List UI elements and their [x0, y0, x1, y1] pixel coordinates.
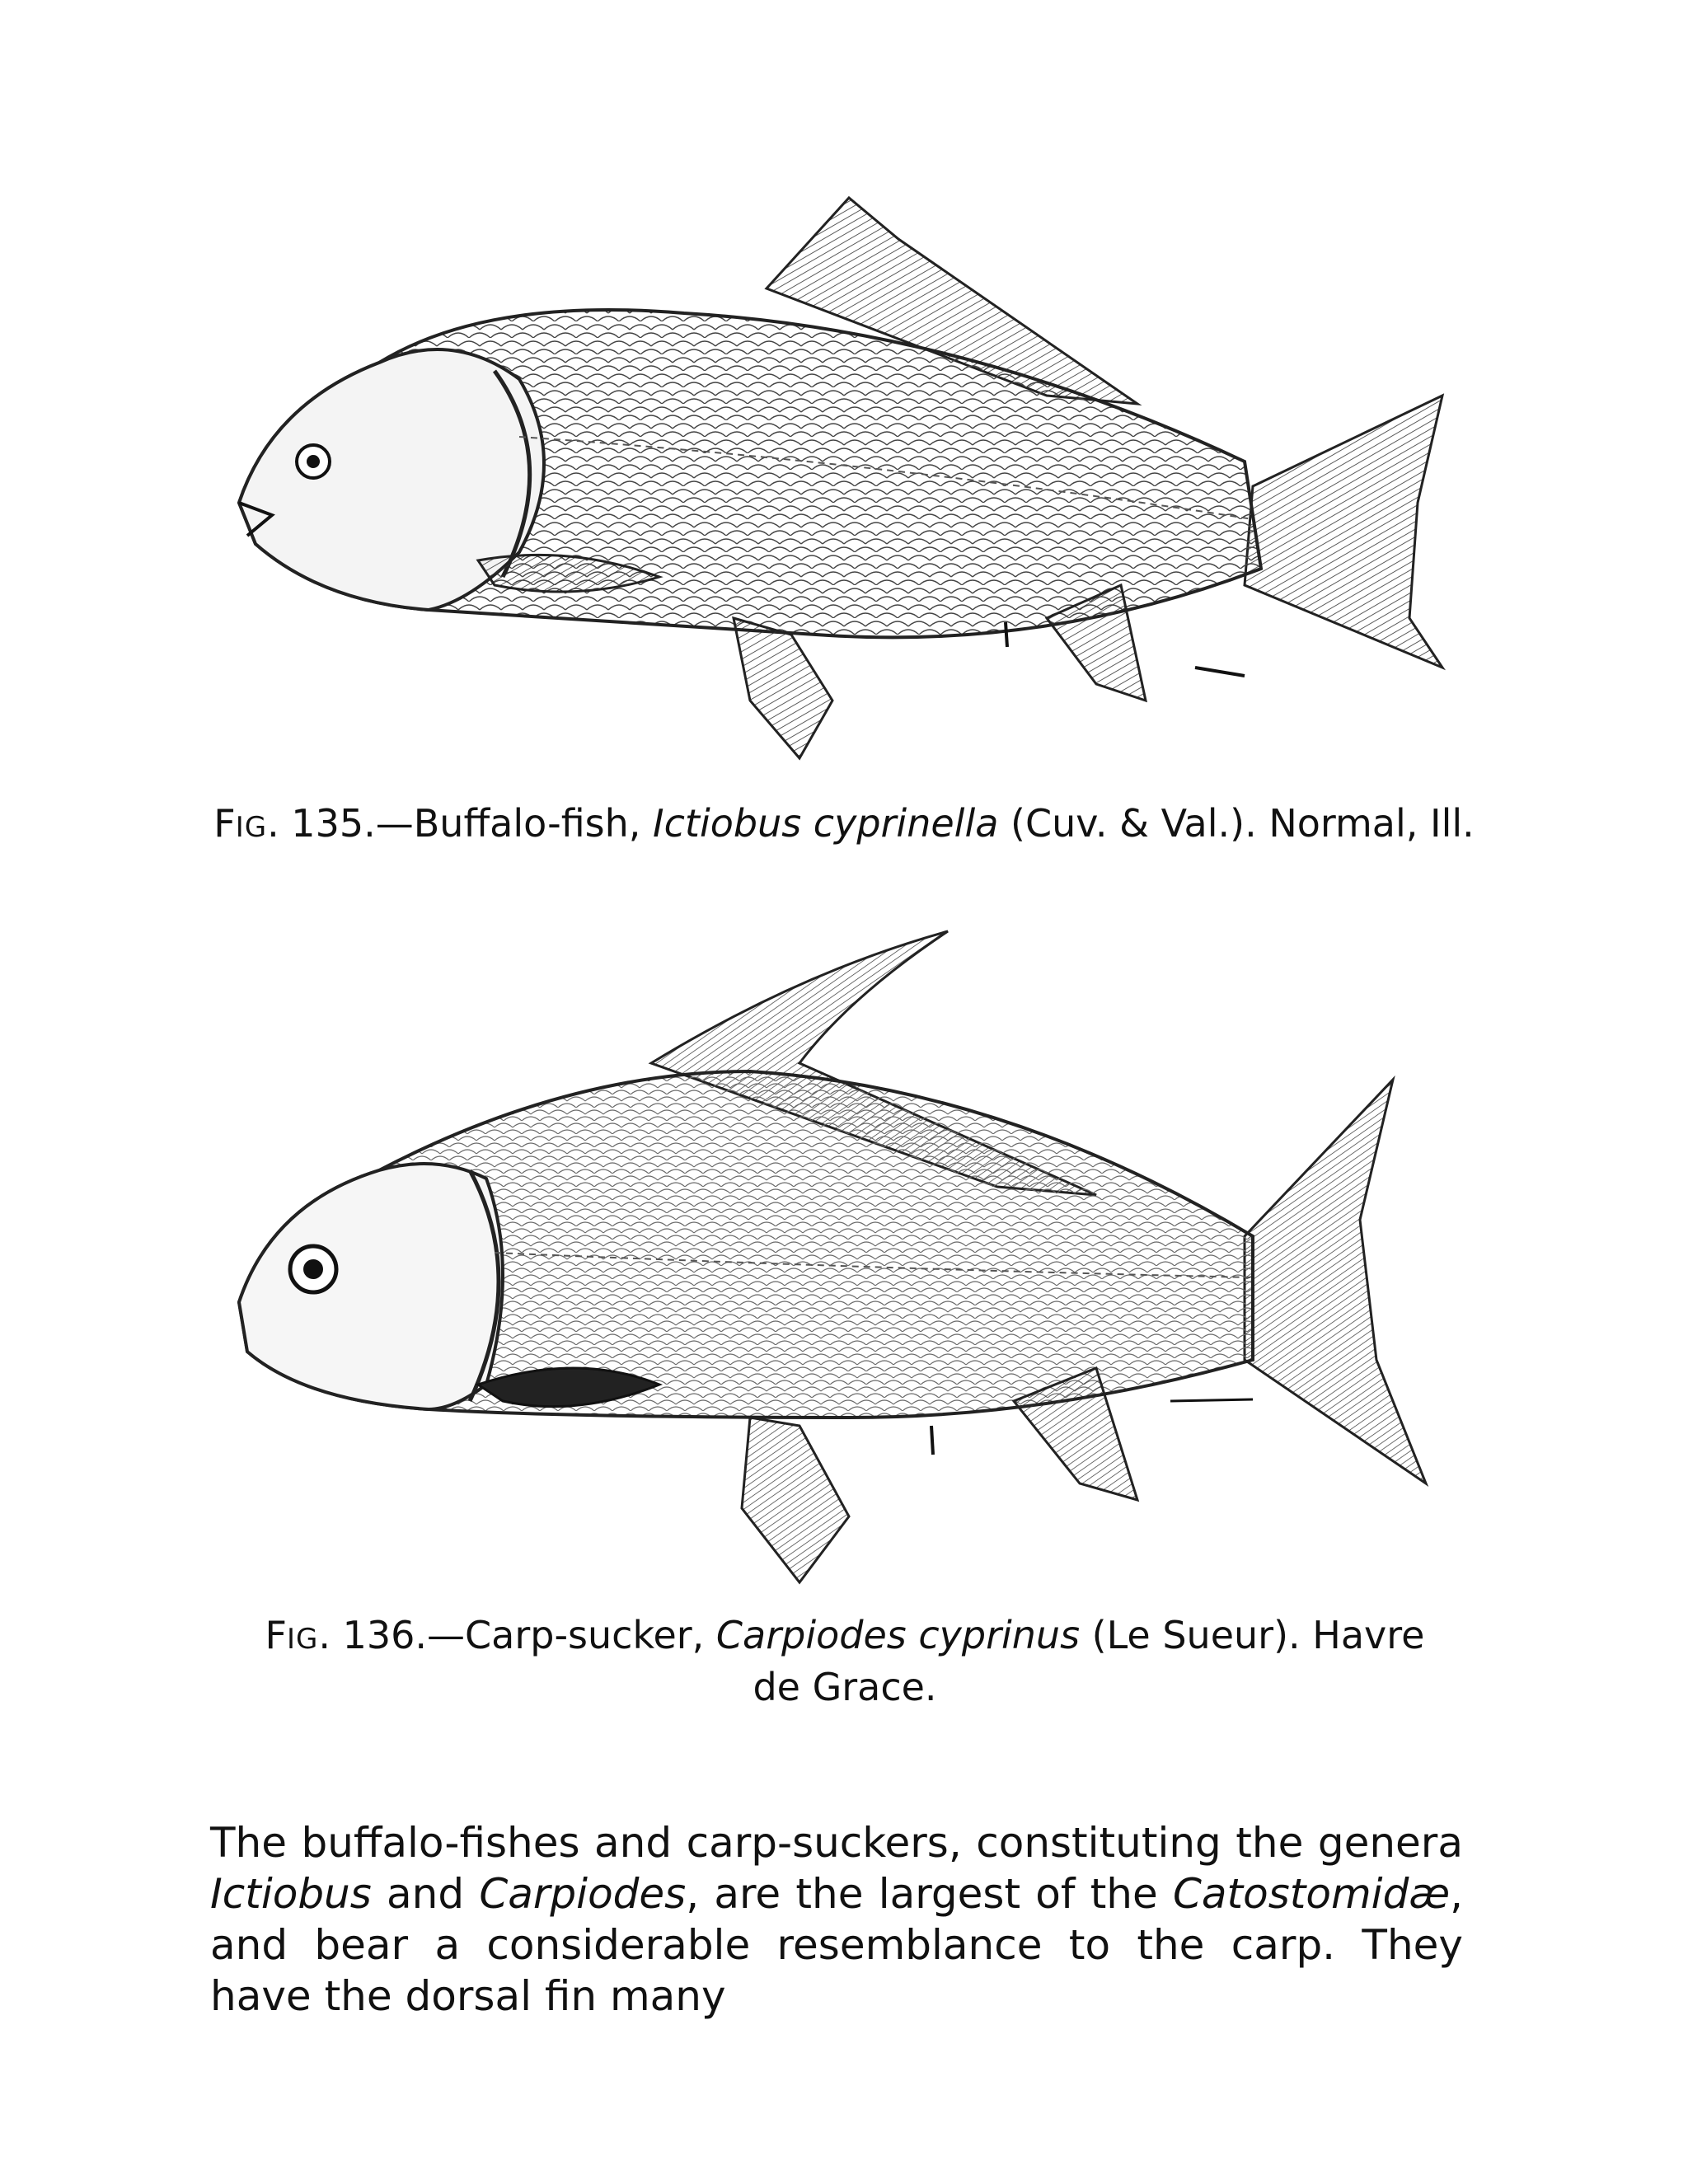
buffalo-fish-drawing	[223, 190, 1467, 766]
species-name: Ictiobus cyprinella	[653, 801, 999, 846]
figure-135-illustration	[223, 190, 1467, 766]
fig-label-smallcaps: IG	[286, 1623, 319, 1656]
paragraph-text: and	[371, 1870, 480, 1918]
fig-label-cap: F	[265, 1613, 287, 1657]
genus-name: Ictiobus	[210, 1870, 372, 1918]
figure-135-caption	[0, 799, 1688, 851]
paragraph-text: The buffalo-fishes and carp-suckers, constituting the genera	[210, 1819, 1463, 1867]
figure-136-illustration	[223, 923, 1459, 1599]
fig-number-text: . 136.—Carp-sucker,	[318, 1613, 716, 1657]
genus-name: Carpiodes	[479, 1870, 687, 1918]
family-name: Catostomidæ	[1172, 1870, 1451, 1918]
fig-label-cap: F	[213, 801, 236, 846]
paragraph-text: , are the largest of the	[686, 1870, 1173, 1918]
authority-locality: (Le Sueur). Havre de Grace.	[753, 1613, 1425, 1709]
authority-locality: (Cuv. & Val.). Normal, Ill.	[998, 801, 1475, 846]
species-name: Carpiodes cyprinus	[715, 1613, 1081, 1657]
paragraph-text: , and bear a considerable resemblance to the carp. They have the dorsal fin many	[210, 1870, 1463, 2020]
figure-136-caption	[239, 1611, 1451, 1711]
fig-number-text: . 135.—Buffalo-fish,	[267, 801, 654, 846]
fig-label-smallcaps: IG	[235, 811, 268, 844]
body-paragraph	[210, 1817, 1463, 2022]
carp-sucker-drawing	[223, 923, 1459, 1599]
